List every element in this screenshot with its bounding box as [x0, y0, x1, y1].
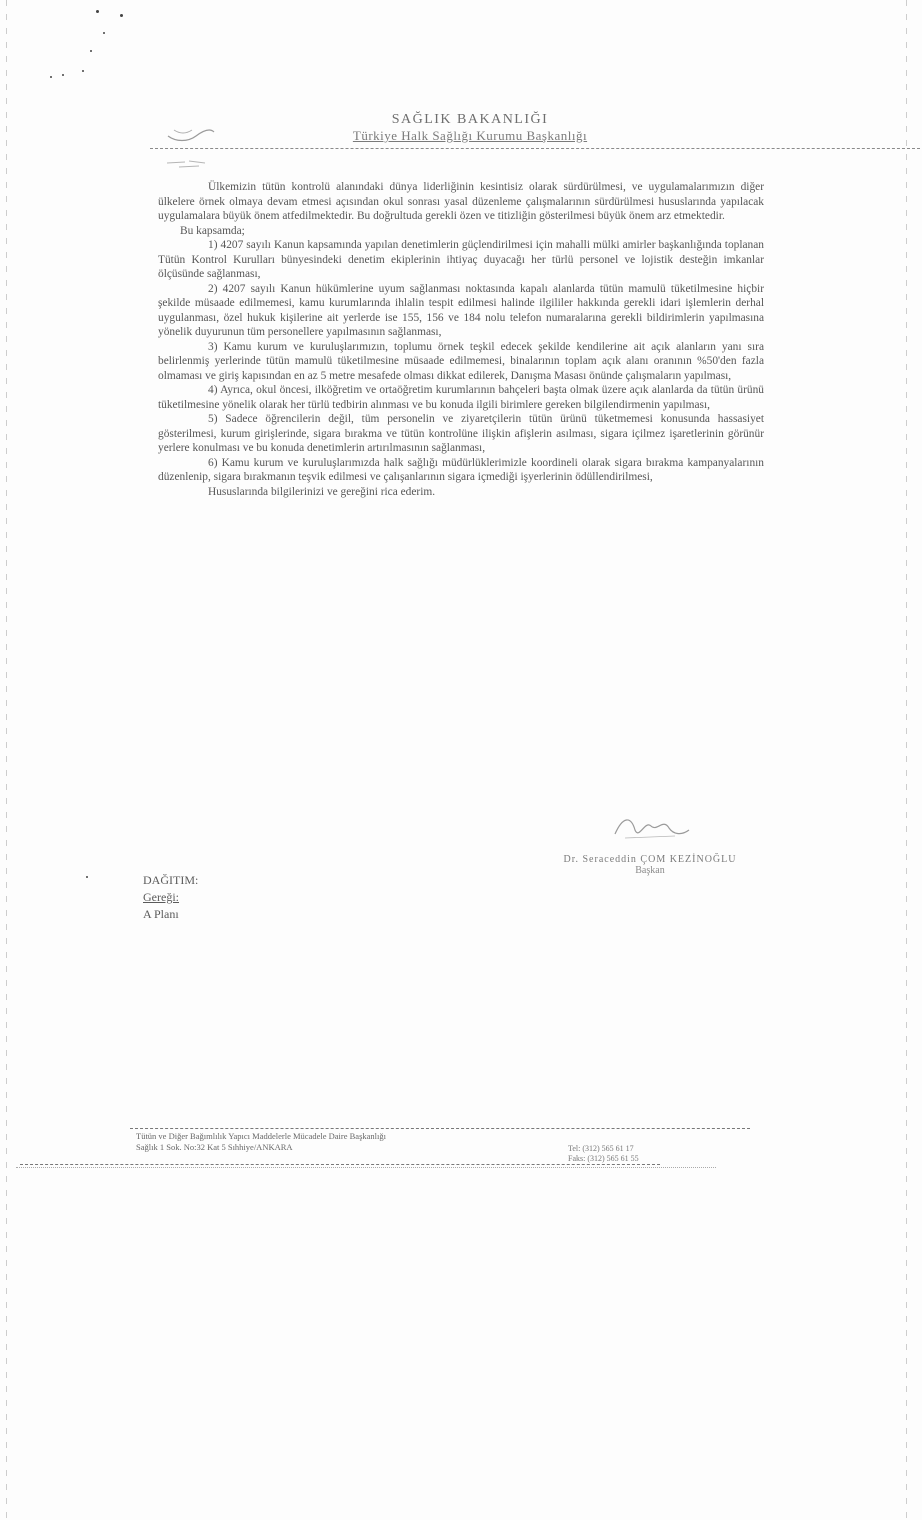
scan-speck — [86, 876, 88, 878]
footer-phone: Tel: (312) 565 61 17 — [568, 1144, 634, 1153]
ministry-logo-icon — [166, 122, 216, 146]
footer-fax: Faks: (312) 565 61 55 — [568, 1154, 639, 1163]
scan-speck — [96, 10, 99, 13]
scan-speck — [90, 50, 92, 52]
footer-divider-bottom-faint — [16, 1167, 716, 1168]
distribution-label: DAĞITIM: — [143, 873, 199, 887]
list-item: 4) Ayrıca, okul öncesi, ilköğretim ve ortaöğretim kurumlarının bahçeleri başta olmak üzere açık alanlarda da tütün ürünü tüketilmesine yönelik olarak her türlü tedbirin alınması ve bu konuda ilgili birimlere gereken bilgilendirmenin yapılması, — [158, 384, 764, 411]
scan-edge-right — [906, 0, 907, 1520]
letterhead — [330, 112, 610, 143]
handwritten-signature-icon — [605, 810, 695, 844]
scan-edge-left — [6, 0, 7, 1520]
reference-stamp — [165, 157, 235, 172]
intro-paragraph: Ülkemizin tütün kontrolü alanındaki dünya liderliğinin kesintisiz olarak sürdürülmesi, ve uygulamalarımızın diğer ülkelere örnek olmaya devam etmesi açısından okul sonrası yasal düzenleme çalışmalarının sürdürülmesi hususlarında yapılacak uygulamalara büyük önem atfedilmektedir. Bu doğrultuda gerekli özen ve titizliğin gösterilmesi büyük önem arz etmektedir. — [158, 181, 764, 222]
footer-divider-top — [130, 1128, 750, 1129]
list-item: 6) Kamu kurum ve kuruluşlarımızda halk sağlığı müdürlüklerimizle koordineli olarak sigara bırakma kampanyalarının düzenlenip, sigara bırakmanın teşvik edilmesi ve çalışanlarının sigara içmediği işyerlerinin ödüllendirilmesi, — [158, 456, 764, 483]
signature-block — [530, 810, 770, 876]
scope-label: Bu kapsamda; — [180, 224, 245, 237]
footer-address-line: Tütün ve Diğer Bağımlılık Yapıcı Maddelerle Mücadele Daire Başkanlığı — [136, 1131, 386, 1141]
stamp-scribble-icon — [165, 157, 225, 169]
distribution-list — [143, 872, 198, 923]
distribution-gereği: Gereği: — [143, 890, 179, 904]
header-divider — [150, 148, 920, 149]
distribution-plan: A Planı — [143, 907, 179, 921]
scan-speck — [103, 32, 105, 34]
signer-title: Başkan — [635, 865, 665, 876]
ministry-name: SAĞLIK BAKANLIĞI — [391, 112, 549, 127]
letter-body — [158, 180, 764, 499]
list-item: 5) Sadece öğrencilerin değil, tüm personelin ve ziyaretçilerin tütün ürünü tüketmemesi konusunda hassasiyet gösterilmesi, kurum girişlerinde, sigara bırakma ve tütün kontrolüne ilişkin afişlerin asılması, sigara içilmez işaretlerinin görünür yerlere konulması ve bu konuda denetimlerin artırılmasının sağlanması, — [158, 413, 764, 454]
scan-speck — [82, 70, 84, 72]
scan-speck — [50, 76, 52, 78]
scan-speck — [120, 14, 123, 17]
list-item: 2) 4207 sayılı Kanun hükümlerine uyum sağlanması noktasında kapalı alanlarda tütün mamulü tüketilmesine hiçbir şekilde müsaade edilmemesi, kamu kurumlarında ihlalin tespit edilmesi halinde ilgililer hakkında gerekli idari işlemlerin derhal uygulanması, özel hukuk kişilerine ait yerlerde ise 155, 156 ve 184 nolu telefon numaralarına gerekli bildirimlerin yapılmasına yönelik duyurunun tüm personellere yapılmasının sağlanması, — [158, 282, 764, 338]
footer-address-line: Sağlık 1 Sok. No:32 Kat 5 Sıhhiye/ANKARA — [136, 1142, 293, 1152]
signer-name: Dr. Seraceddin ÇOM KEZİNOĞLU — [563, 854, 737, 865]
footer-contact — [568, 1144, 639, 1164]
list-item: 1) 4207 sayılı Kanun kapsamında yapılan denetimlerin güçlendirilmesi için mahalli mülki amirler başkanlığında toplanan Tütün Kontrol Kurulları bünyesindeki denetim ekiplerinin ihtiyaç duyacağı her türlü personel ve lojistik desteğin imkanlar ölçüsünde sağlanması, — [158, 239, 764, 280]
closing-line: Hususlarında bilgilerinizi ve gereğini rica ederim. — [208, 485, 436, 498]
footer-address — [136, 1131, 496, 1153]
footer-divider-bottom — [20, 1164, 660, 1165]
agency-name: Türkiye Halk Sağlığı Kurumu Başkanlığı — [352, 128, 588, 143]
list-item: 3) Kamu kurum ve kuruluşlarımızın, toplumu örnek teşkil edecek şekilde kendilerine ait açık alanların yanı sıra belirlenmiş yerlerinde tütün mamulü tüketilmesine müsaade edilmemesi, binalarının toplam açık alanı oranının %50'den fazla olmaması ve giriş kapısından en az 5 metre mesafede olması dikkat edilerek, Danışma Masası önünde çalışmaların yapılması, — [158, 340, 764, 382]
scan-speck — [62, 74, 64, 76]
